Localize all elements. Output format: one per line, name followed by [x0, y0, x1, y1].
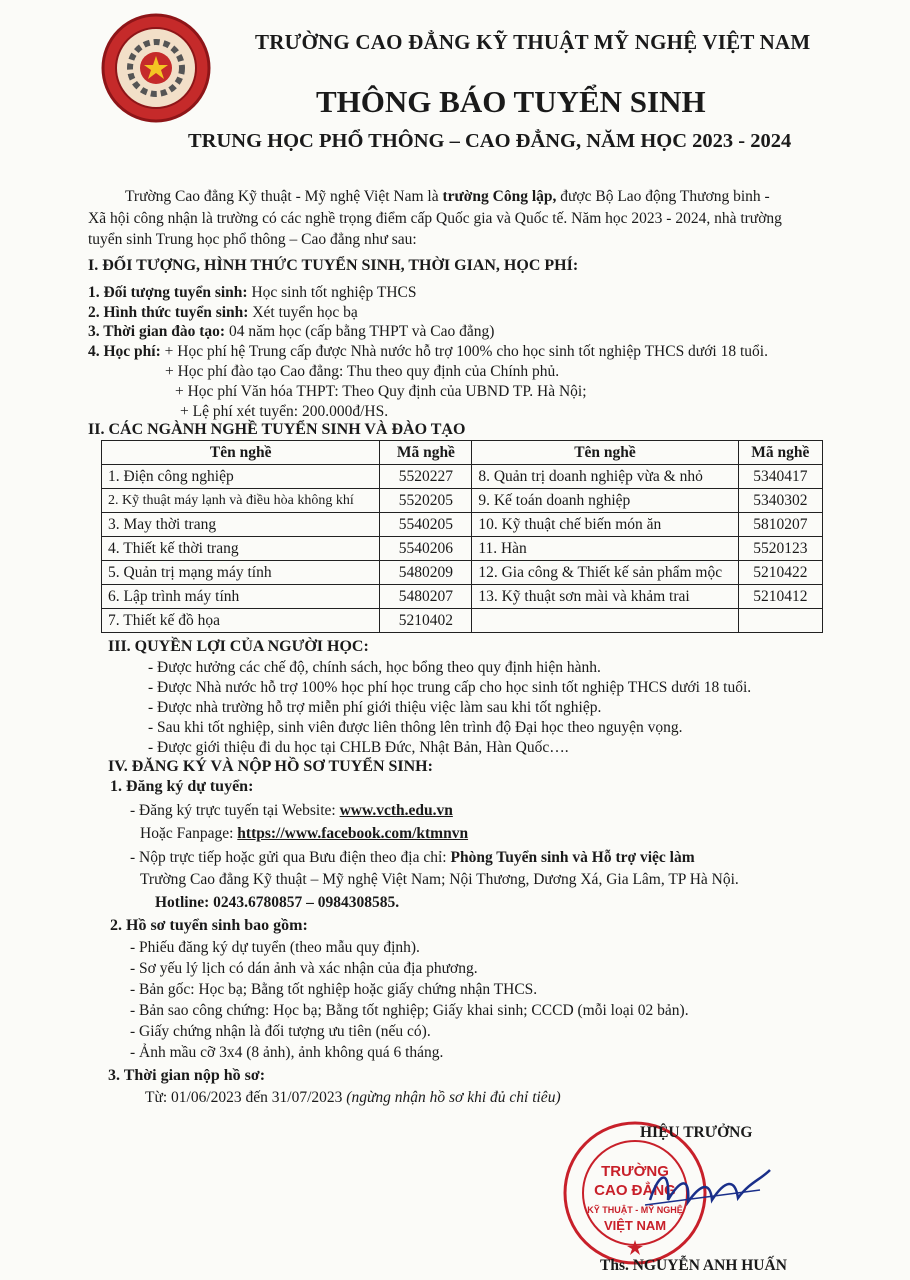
table-row	[102, 585, 823, 609]
major-name: 6. Lập trình máy tính	[102, 585, 380, 609]
section-1-heading: I. ĐỐI TƯỢNG, HÌNH THỨC TUYỂN SINH, THỜI GIAN, HỌC PHÍ:	[88, 257, 579, 274]
majors-table	[101, 440, 823, 633]
website-line: - Đăng ký trực tuyến tại Website: www.vcth.edu.vn	[130, 802, 453, 819]
benefit-item: - Được giới thiệu đi du học tại CHLB Đức, Nhật Bản, Hàn Quốc….	[148, 739, 569, 756]
signature-scribble	[640, 1160, 780, 1220]
doc-item: - Giấy chứng nhận là đối tượng ưu tiên (nếu có).	[130, 1023, 431, 1040]
major-code: 5480207	[380, 585, 472, 609]
major-name: 4. Thiết kế thời trang	[102, 537, 380, 561]
major-code: 5540205	[380, 513, 472, 537]
fanpage-link[interactable]: https://www.facebook.com/ktmnvn	[237, 825, 469, 842]
major-code: 5520227	[380, 465, 472, 489]
submission-time: Từ: 01/06/2023 đến 31/07/2023 (ngừng nhận hồ sơ khi đủ chỉ tiêu)	[145, 1089, 561, 1106]
major-name: 8. Quản trị doanh nghiệp vừa & nhỏ	[472, 465, 738, 489]
s1-item-3: 3. Thời gian đào tạo: 04 năm học (cấp bằng THPT và Cao đẳng)	[88, 323, 495, 340]
section-3-heading: III. QUYỀN LỢI CỦA NGƯỜI HỌC:	[108, 638, 369, 655]
page-title: THÔNG BÁO TUYỂN SINH	[316, 84, 706, 119]
s4-sub-3: 3. Thời gian nộp hồ sơ:	[108, 1067, 266, 1084]
major-code: 5480209	[380, 561, 472, 585]
table-header-row	[102, 441, 823, 465]
major-name: 3. May thời trang	[102, 513, 380, 537]
fanpage-line: Hoặc Fanpage: https://www.facebook.com/ktmnvn	[140, 825, 469, 842]
major-name: 2. Kỹ thuật máy lạnh và điều hòa không khí	[102, 489, 380, 513]
stamp-line-4: VIỆT NAM	[603, 1218, 667, 1233]
major-code: 5810207	[738, 513, 822, 537]
fee-line-3: + Học phí Văn hóa THPT: Theo Quy định của UBND TP. Hà Nội;	[175, 383, 587, 400]
hotline: Hotline: 0243.6780857 – 0984308585.	[155, 894, 400, 911]
major-name	[472, 609, 738, 633]
major-name: 11. Hàn	[472, 537, 738, 561]
col-header-code: Mã nghề	[380, 441, 472, 465]
table-row	[102, 537, 823, 561]
col-header-name: Tên nghề	[472, 441, 738, 465]
major-code: 5340417	[738, 465, 822, 489]
major-name: 10. Kỹ thuật chế biến món ăn	[472, 513, 738, 537]
major-name: 5. Quản trị mạng máy tính	[102, 561, 380, 585]
signatory-name: Ths. NGUYỄN ANH HUẤN	[600, 1257, 787, 1274]
doc-item: - Bản gốc: Học bạ; Bằng tốt nghiệp hoặc giấy chứng nhận THCS.	[130, 981, 538, 998]
s1-item-4: 4. Học phí: + Học phí hệ Trung cấp được Nhà nước hỗ trợ 100% cho học sinh tốt nghiệp THCS dưới 18 tuổi.	[88, 343, 768, 360]
table-row	[102, 561, 823, 585]
table-row	[102, 465, 823, 489]
s1-item-1: 1. Đối tượng tuyển sinh: Học sinh tốt nghiệp THCS	[88, 284, 417, 301]
doc-item: - Sơ yếu lý lịch có dán ảnh và xác nhận của địa phương.	[130, 960, 478, 977]
table-row	[102, 489, 823, 513]
school-logo	[100, 12, 212, 124]
table-row	[102, 609, 823, 633]
major-code: 5210402	[380, 609, 472, 633]
doc-item: - Bản sao công chứng: Học bạ; Bằng tốt nghiệp; Giấy khai sinh; CCCD (mỗi loại 02 bản).	[130, 1002, 689, 1019]
major-name: 7. Thiết kế đồ họa	[102, 609, 380, 633]
major-name: 1. Điện công nghiệp	[102, 465, 380, 489]
benefit-item: - Được nhà trường hỗ trợ miễn phí giới thiệu việc làm sau khi tốt nghiệp.	[148, 699, 602, 716]
stamp-line-2: CAO ĐẲNG	[594, 1182, 676, 1199]
stamp-line-1: TRƯỜNG	[601, 1163, 669, 1180]
intro-line-3: tuyển sinh Trung học phổ thông – Cao đẳng như sau:	[88, 231, 417, 248]
major-name: 12. Gia công & Thiết kế sản phẩm mộc	[472, 561, 738, 585]
benefit-item: - Được Nhà nước hỗ trợ 100% học phí học trung cấp cho học sinh tốt nghiệp THCS dưới 18 tuổi.	[148, 679, 752, 696]
address-line: Trường Cao đẳng Kỹ thuật – Mỹ nghệ Việt Nam; Nội Thương, Dương Xá, Gia Lâm, TP Hà Nội.	[140, 871, 739, 888]
intro-line-1: Trường Cao đẳng Kỹ thuật - Mỹ nghệ Việt Nam là trường Công lập, được Bộ Lao động Thương binh -	[125, 188, 770, 205]
benefit-item: - Được hưởng các chế độ, chính sách, học bổng theo quy định hiện hành.	[148, 659, 601, 676]
benefit-item: - Sau khi tốt nghiệp, sinh viên được liên thông lên trình độ Đại học theo nguyện vọng.	[148, 719, 683, 736]
post-line: - Nộp trực tiếp hoặc gửi qua Bưu điện theo địa chỉ: Phòng Tuyển sinh và Hỗ trợ việc làm	[130, 849, 695, 866]
col-header-name: Tên nghề	[102, 441, 380, 465]
s4-sub-1: 1. Đăng ký dự tuyển:	[110, 778, 254, 795]
major-code: 5540206	[380, 537, 472, 561]
stamp-line-3: KỸ THUẬT - MỸ NGHỆ	[587, 1205, 683, 1215]
page-subtitle: TRUNG HỌC PHỔ THÔNG – CAO ĐẲNG, NĂM HỌC 2023 - 2024	[188, 130, 792, 152]
doc-item: - Ảnh mầu cỡ 3x4 (8 ảnh), ảnh không quá 6 tháng.	[130, 1044, 444, 1061]
fee-line-2: + Học phí đào tạo Cao đẳng: Thu theo quy định của Chính phủ.	[165, 363, 560, 380]
major-name: 9. Kế toán doanh nghiệp	[472, 489, 738, 513]
intro-line-2: Xã hội công nhận là trường có các nghề trọng điểm cấp Quốc gia và Quốc tế. Năm học 2023 - 2024, nhà trường	[88, 210, 782, 227]
s1-item-2: 2. Hình thức tuyển sinh: Xét tuyển học bạ	[88, 304, 358, 321]
major-code: 5210412	[738, 585, 822, 609]
signatory-role: HIỆU TRƯỞNG	[640, 1124, 753, 1141]
major-code: 5340302	[738, 489, 822, 513]
fee-line-4: + Lệ phí xét tuyển: 200.000đ/HS.	[180, 403, 389, 420]
major-code	[738, 609, 822, 633]
major-code: 5520205	[380, 489, 472, 513]
section-4-heading: IV. ĐĂNG KÝ VÀ NỘP HỒ SƠ TUYỂN SINH:	[108, 758, 433, 775]
major-code: 5210422	[738, 561, 822, 585]
major-name: 13. Kỹ thuật sơn mài và khảm trai	[472, 585, 738, 609]
school-name: TRƯỜNG CAO ĐẲNG KỸ THUẬT MỸ NGHỆ VIỆT NAM	[255, 30, 811, 54]
col-header-code: Mã nghề	[738, 441, 822, 465]
doc-item: - Phiếu đăng ký dự tuyển (theo mẫu quy định).	[130, 939, 420, 956]
website-link[interactable]: www.vcth.edu.vn	[339, 802, 453, 819]
s4-sub-2: 2. Hồ sơ tuyển sinh bao gồm:	[110, 917, 308, 934]
major-code: 5520123	[738, 537, 822, 561]
table-row	[102, 513, 823, 537]
section-2-heading: II. CÁC NGÀNH NGHỀ TUYỂN SINH VÀ ĐÀO TẠO	[88, 421, 466, 438]
